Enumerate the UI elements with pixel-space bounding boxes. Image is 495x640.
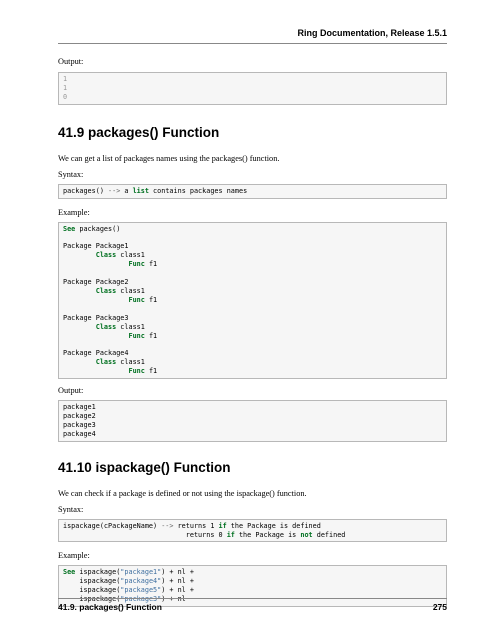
output-line: 1 bbox=[63, 83, 68, 92]
output-line: 1 bbox=[63, 75, 68, 83]
section-intro: We can get a list of packages names using the packages() function. bbox=[58, 153, 280, 163]
syntax-block-ispackage: ispackage(cPackageName) --> returns 1 if the Package is defined returns 0 if the Package is not defined bbox=[58, 519, 447, 543]
page-content bbox=[58, 56, 447, 607]
example-block-packages: See packages() Package Package1 Class class1 Func f1 Package Package2 Class class1 Func f1 Package Package3 Class class1 Func f1 Package Package4 Class class1 Func f1 bbox=[58, 222, 447, 379]
section-heading-ispackage: 41.10 ispackage() Function bbox=[58, 459, 231, 475]
section-intro: We can check if a package is defined or not using the ispackage() function. bbox=[58, 488, 307, 498]
syntax-block-packages: packages() --> a list contains packages names bbox=[58, 184, 447, 199]
syntax-label: Syntax: bbox=[58, 504, 84, 514]
output-label: Output: bbox=[58, 57, 84, 66]
example-block-ispackage: See ispackage("package1") + nl + ispackage("package4") + nl + ispackage("package5") + nl + ispackage("package3") + nl bbox=[58, 565, 447, 607]
example-label: Example: bbox=[58, 551, 90, 561]
header-rule bbox=[58, 43, 447, 44]
syntax-label: Syntax: bbox=[58, 169, 84, 179]
output-block-packages: package1 package2 package3 package4 bbox=[58, 400, 447, 442]
output-line: 0 bbox=[63, 92, 68, 101]
footer-section: 41.9. packages() Function bbox=[58, 602, 162, 612]
page-number: 275 bbox=[432, 602, 447, 612]
running-footer bbox=[58, 602, 447, 612]
section-heading-packages: 41.9 packages() Function bbox=[58, 124, 220, 140]
footer-rule bbox=[58, 598, 447, 599]
running-header: Ring Documentation, Release 1.5.1 bbox=[297, 28, 447, 38]
output-label: Output: bbox=[58, 386, 84, 396]
example-label: Example: bbox=[58, 207, 90, 217]
output-block-1 bbox=[58, 72, 447, 105]
